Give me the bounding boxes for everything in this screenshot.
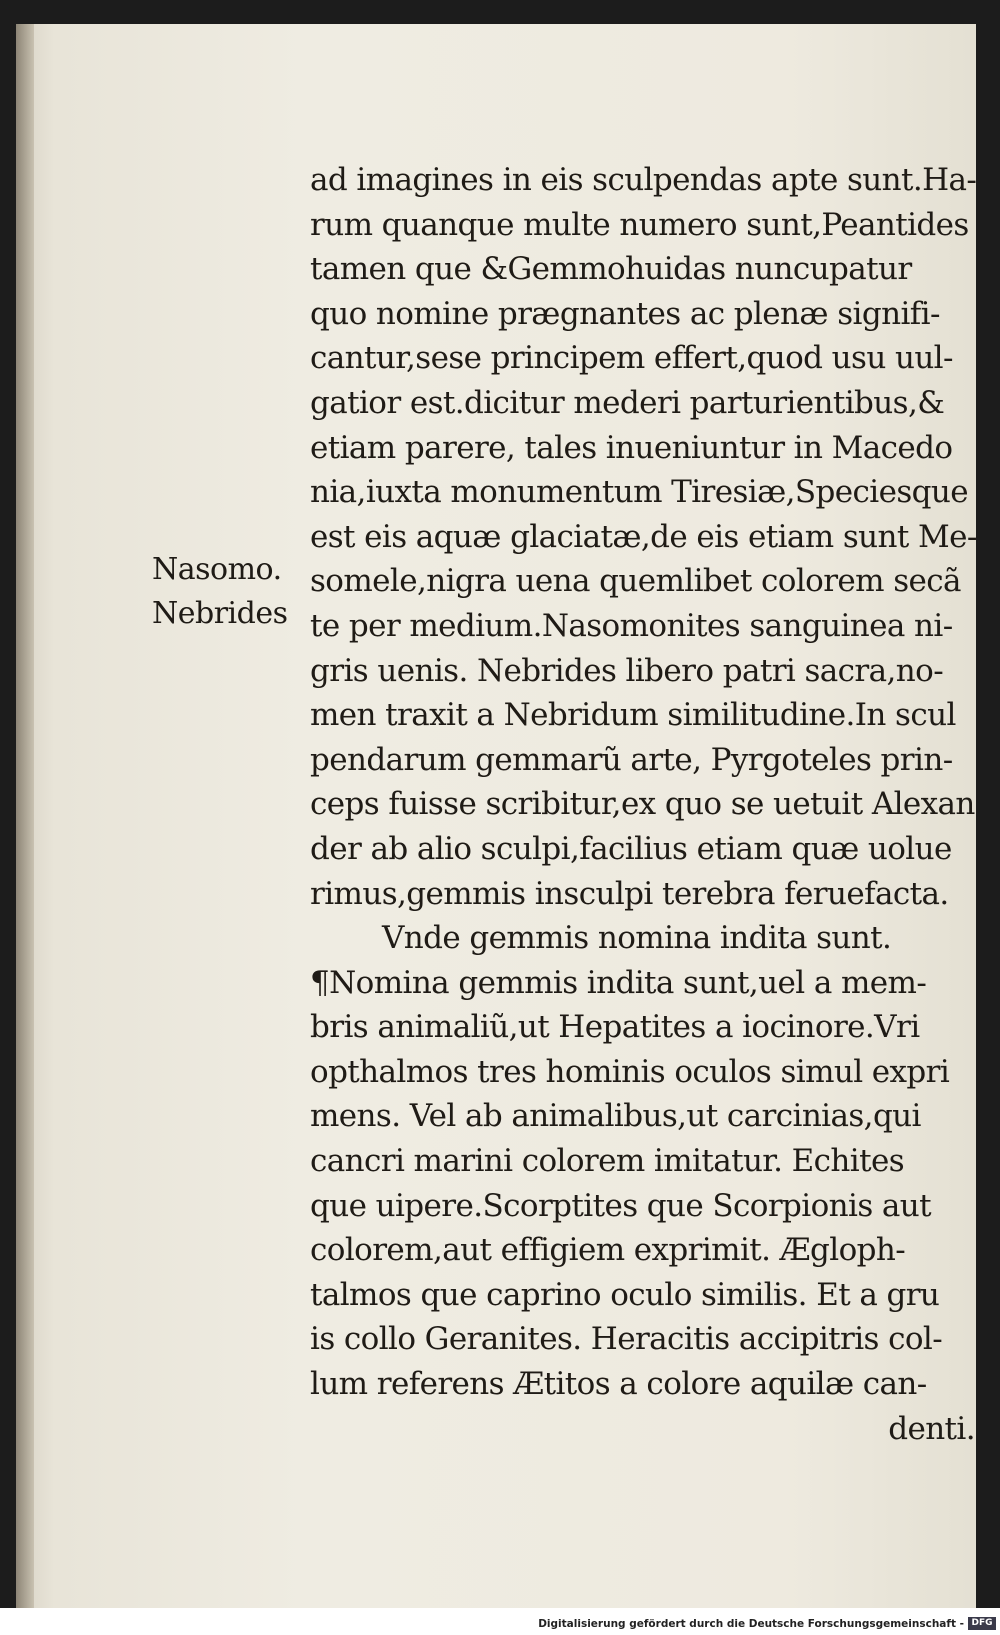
- margin-note-nasomo: Nasomo.: [152, 552, 282, 587]
- text-line: tamen que &Gemmohuidas nuncupatur: [310, 251, 912, 288]
- section-heading: Vnde gemmis nomina indita sunt.: [382, 920, 892, 957]
- text-line: mens. Vel ab animalibus,ut carcinias,qui: [310, 1098, 921, 1135]
- text-line: colorem,aut effigiem exprimit. Ægloph-: [310, 1232, 906, 1269]
- text-line: rimus,gemmis insculpi terebra feruefacta.: [310, 875, 949, 912]
- dfg-logo: DFG: [968, 1617, 996, 1630]
- text-line: gatior est.dicitur mederi parturientibus,&: [310, 384, 945, 421]
- text-line: est eis aquæ glaciatæ,de eis etiam sunt Me-: [310, 518, 977, 555]
- text-line: men traxit a Nebridum similitudine.In scul: [310, 697, 956, 734]
- text-line: somele,nigra uena quemlibet colorem secã: [310, 563, 961, 600]
- text-line: cancri marini colorem imitatur. Echites: [310, 1143, 905, 1180]
- text-line: ceps fuisse scribitur,ex quo se uetuit Alexan: [310, 786, 975, 823]
- text-line: opthalmos tres hominis oculos simul expri: [310, 1053, 950, 1090]
- text-line: quo nomine prægnantes ac plenæ signifi-: [310, 295, 940, 332]
- text-line: gris uenis. Nebrides libero patri sacra,no-: [310, 652, 944, 689]
- text-line: rum quanque multe numero sunt,Peantides: [310, 206, 969, 243]
- main-text: [310, 158, 975, 1451]
- text-line: ¶Nomina gemmis indita sunt,uel a mem-: [310, 964, 927, 1001]
- text-line: cantur,sese principem effert,quod usu uul-: [310, 340, 953, 377]
- margin-note-nebrides: Nebrides: [152, 596, 288, 631]
- text-line: is collo Geranites. Heracitis accipitris col-: [310, 1321, 943, 1358]
- text-line: bris animaliũ,ut Hepatites a iocinore.Vri: [310, 1009, 920, 1046]
- text-line: etiam parere, tales inueniuntur in Macedo: [310, 429, 953, 466]
- text-line: der ab alio sculpi,facilius etiam quæ uolue: [310, 830, 952, 867]
- page-edge: [16, 24, 34, 1608]
- text-line: te per medium.Nasomonites sanguinea ni-: [310, 607, 953, 644]
- digitization-credit: Digitalisierung gefördert durch die Deutsche Forschungsgemeinschaft -: [538, 1618, 964, 1630]
- text-line: denti.: [888, 1410, 975, 1447]
- text-line: que uipere.Scorptites que Scorpionis aut: [310, 1187, 932, 1224]
- text-line: pendarum gemmarũ arte, Pyrgoteles prin-: [310, 741, 953, 778]
- text-line: talmos que caprino oculo similis. Et a gru: [310, 1276, 940, 1313]
- text-line: nia,iuxta monumentum Tiresiæ,Speciesque: [310, 474, 969, 511]
- text-line: ad imagines in eis sculpendas apte sunt.Ha-: [310, 162, 977, 198]
- text-line: lum referens Ætitos a colore aquilæ can-: [310, 1366, 927, 1403]
